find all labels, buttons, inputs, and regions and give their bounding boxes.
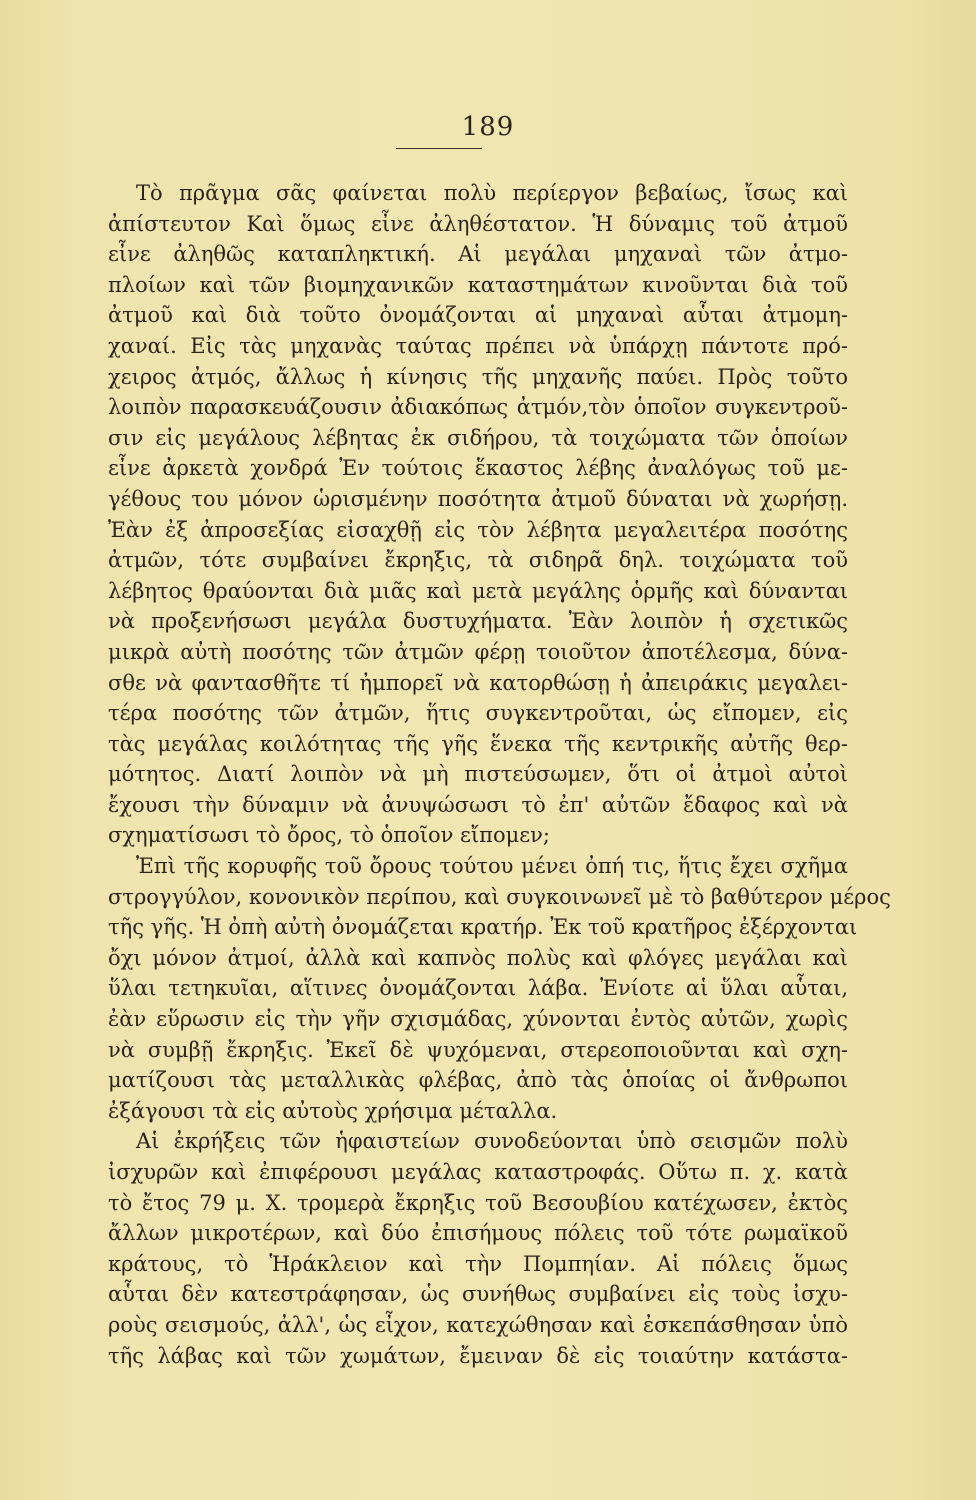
text-line: χειρος ἀτμός, ἄλλως ἡ κίνησις τῆς μηχανῆς παύει. Πρὸς τοῦτο [108,364,848,389]
text-line: Τὸ πρᾶγμα σᾶς φαίνεται πολὺ περίεργον βεβαίως, ἴσως καὶ [136,181,848,205]
text-line: στρογγύλον, κονονικὸν περίπου, καὶ συγκοινωνεῖ μὲ τὸ βαθύτερον μέρος [108,884,891,909]
text-line: ματίζουσι τὰς μεταλλικὰς φλέβας, ἀπὸ τὰς ὁποίας οἱ ἄνθρωποι [108,1068,848,1093]
text-line: ἀτμοῦ καὶ διὰ τοῦτο ὀνομάζονται αἱ μηχαναὶ αὗται ἀτμομη- [108,303,848,328]
text-line: κράτους, τὸ Ἡράκλειον καὶ τὴν Πομπηίαν. Αἱ πόλεις ὅμως [108,1251,848,1276]
text-line: ἀτμῶν, τότε συμβαίνει ἔκρηξις, τὰ σιδηρᾶ δηλ. τοιχώματα τοῦ [108,548,848,573]
text-line: λοιπὸν παρασκευάζουσιν ἀδιακόπως ἀτμόν,τὸν ὁποῖον συγκεντροῦ- [108,395,848,420]
text-line: τῆς λάβας καὶ τῶν χωμάτων, ἔμειναν δὲ εἰς τοιαύτην κατάστα- [108,1343,848,1368]
text-line: τέρα ποσότης τῶν ἀτμῶν, ἥτις συγκεντροῦται, ὡς εἴπομεν, εἰς [108,701,848,726]
text-line: σθε νὰ φαντασθῆτε τί ἠμπορεῖ νὰ κατορθώσῃ ἡ ἀπειράκις μεγαλει- [108,670,848,695]
text-line: Ἐπὶ τῆς κορυφῆς τοῦ ὄρους τούτου μένει ὀπή τις, ἥτις ἔχει σχῆμα [136,854,848,879]
text-line: λέβητος θραύονται διὰ μιᾶς καὶ μετὰ μεγάλης ὁρμῆς καὶ δύνανται [108,578,848,603]
text-line: ὕλαι τετηκυῖαι, αἵτινες ὀνομάζονται λάβα. Ἐνίοτε αἱ ὕλαι αὗται, [108,976,848,1001]
text-line: Ἐὰν ἐξ ἀπροσεξίας εἰσαχθῇ εἰς τὸν λέβητα μεγαλειτέρα ποσότης [108,517,848,542]
text-line: τὸ ἔτος 79 μ. Χ. τρομερὰ ἔκρηξις τοῦ Βεσουβίου κατέχωσεν, ἐκτὸς [108,1190,848,1215]
page-number: 189 [461,112,515,142]
text-line: εἶνε ἀληθῶς καταπληκτική. Αἱ μεγάλαι μηχαναὶ τῶν ἀτμο- [108,242,848,267]
text-line: τῆς γῆς. Ἡ ὀπὴ αὐτὴ ὀνομάζεται κρατήρ. Ἐκ τοῦ κρατῆρος ἐξέρχονται [108,915,858,940]
text-line: εἶνε ἀρκετὰ χονδρά Ἐν τούτοις ἕκαστος λέβης ἀναλόγως τοῦ με- [108,456,848,481]
text-line: Αἱ ἐκρήξεις τῶν ἡφαιστείων συνοδεύονται ὑπὸ σεισμῶν πολὺ [136,1129,848,1154]
text-line: ὄχι μόνον ἀτμοί, ἀλλὰ καὶ καπνὸς πολὺς καὶ φλόγες μεγάλαι καὶ [108,945,848,970]
text-line: ἀπίστευτον Καὶ ὅμως εἶνε ἀληθέστατον. Ἡ δύναμις τοῦ ἀτμοῦ [108,211,848,236]
text-line: γέθους του μόνον ὡρισμένην ποσότητα ἀτμοῦ δύναται νὰ χωρήσῃ. [108,486,848,511]
page-number-rule [396,148,482,149]
text-line: ἐὰν εὕρωσιν εἰς τὴν γῆν σχισμάδας, χύνονται ἐντὸς αὐτῶν, χωρὶς [108,1007,848,1032]
text-line: ἐξάγουσι τὰ εἰς αὐτοὺς χρήσιμα μέταλλα. [108,1098,558,1123]
text-line: αὗται δὲν κατεστράφησαν, ὡς συνήθως συμβαίνει εἰς τοὺς ἰσχυ- [108,1282,848,1307]
text-line: σιν εἰς μεγάλους λέβητας ἐκ σιδήρου, τὰ τοιχώματα τῶν ὁποίων [108,425,848,450]
body-text [108,178,891,1371]
text-line: μότητος. Διατί λοιπὸν νὰ μὴ πιστεύσωμεν, ὅτι οἱ ἀτμοὶ αὐτοὶ [108,762,848,787]
text-line: μικρὰ αὐτὴ ποσότης τῶν ἀτμῶν φέρῃ τοιοῦτον ἀποτέλεσμα, δύνα- [108,639,848,664]
text-line: χαναί. Εἰς τὰς μηχανὰς ταύτας πρέπει νὰ ὑπάρχῃ πάντοτε πρό- [108,333,848,358]
text-line: νὰ προξενήσωσι μεγάλα δυστυχήματα. Ἐὰν λοιπὸν ἡ σχετικῶς [108,609,848,634]
text-line: πλοίων καὶ τῶν βιομηχανικῶν καταστημάτων κινοῦνται διὰ τοῦ [108,272,848,297]
text-line: νὰ συμβῇ ἔκρηξις. Ἐκεῖ δὲ ψυχόμεναι, στερεοποιοῦνται καὶ σχη- [108,1037,848,1062]
text-line: σχηματίσωσι τὸ ὄρος, τὸ ὁποῖον εἴπομεν; [108,823,550,848]
text-line: ροὺς σεισμούς, ἀλλ', ὡς εἶχον, κατεχώθησαν καὶ ἐσκεπάσθησαν ὑπὸ [108,1312,848,1337]
text-line: ἰσχυρῶν καὶ ἐπιφέρουσι μεγάλας καταστροφάς. Οὕτω π. χ. κατὰ [108,1160,848,1184]
text-line: ἔχουσι τὴν δύναμιν νὰ ἀνυψώσωσι τὸ ἐπ' αὐτῶν ἔδαφος καὶ νὰ [108,792,848,817]
text-line: τὰς μεγάλας κοιλότητας τῆς γῆς ἕνεκα τῆς κεντρικῆς αὐτῆς θερ- [108,731,848,756]
text-line: ἄλλων μικροτέρων, καὶ δύο ἐπισήμους πόλεις τοῦ τότε ρωμαϊκοῦ [108,1221,848,1246]
